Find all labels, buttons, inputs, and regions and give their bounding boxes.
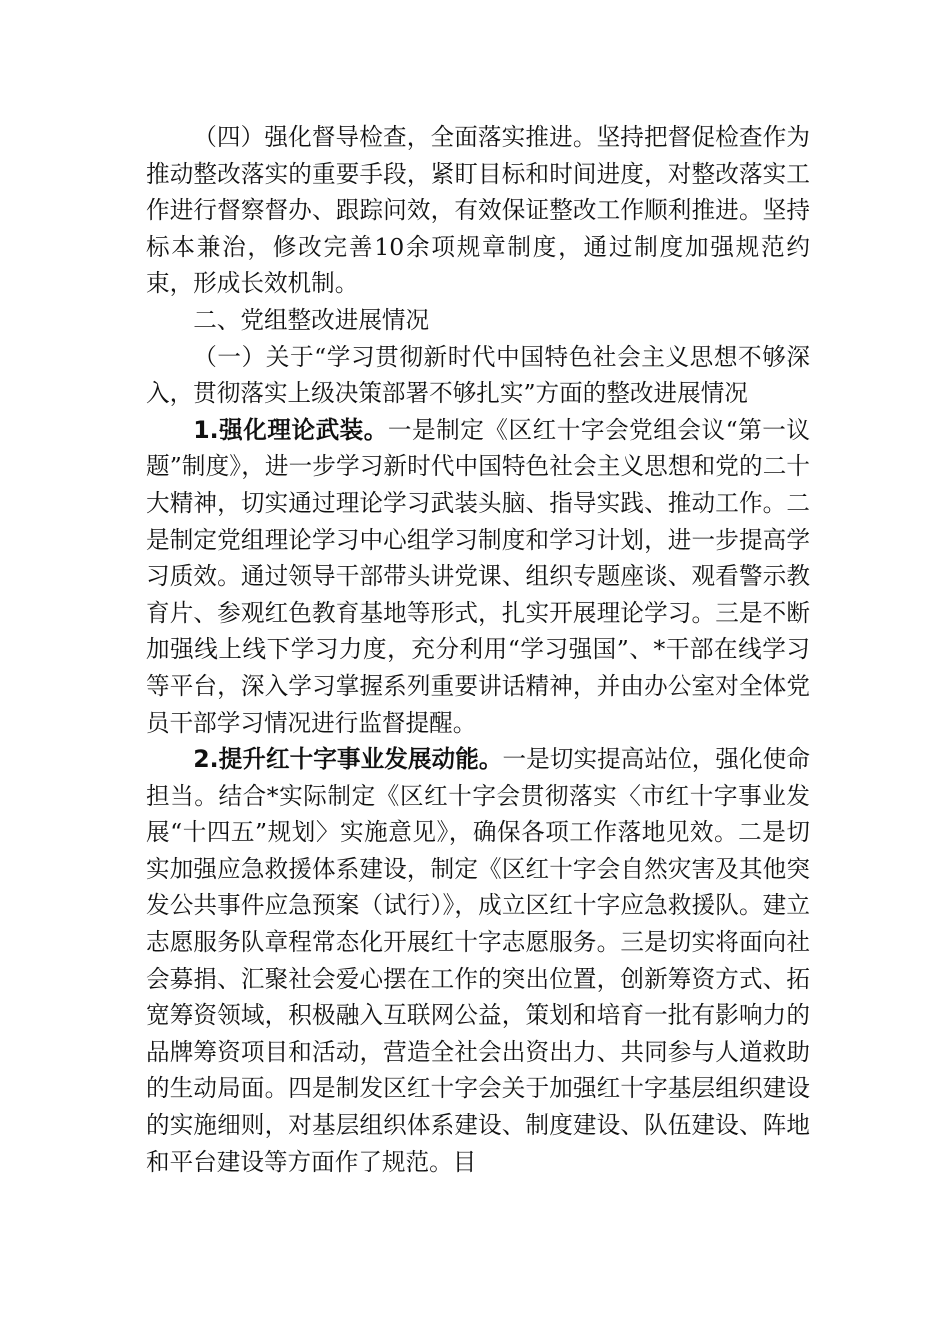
- item-2-lead: 2.提升红十字事业发展动能。: [193, 745, 503, 774]
- item-1-paragraph: [146, 412, 810, 741]
- paragraph-4: [146, 119, 810, 302]
- section-2-heading: 二、党组整改进展情况: [193, 305, 430, 334]
- item-2-paragraph: [146, 741, 810, 1180]
- paragraph-4-lead: （四）强化督导检查，全面落实推进。: [193, 123, 597, 151]
- item-1-body: 一是制定《区红十字会党组会议“第一议题”制度》，进一步学习新时代中国特色社会主义思想和党的二十大精神，切实通过理论学习武装头脑、指导实践、推动工作。二是制定党组理论学习中心组学习制度和学习计划，进一步提高学习质效。通过领导干部带头讲党课、组织专题座谈、观看警示教育片、参观红色教育基地等形式，扎实开展理论学习。三是不断加强线上线下学习力度，充分利用“学习强国”、*干部在线学习等平台，深入学习掌握系列重要讲话精神，并由办公室对全体党员干部学习情况进行监督提醒。: [146, 415, 810, 737]
- subsection-1-heading: （一）关于“学习贯彻新时代中国特色社会主义思想不够深入，贯彻落实上级决策部署不够扎实”方面的整改进展情况: [146, 342, 810, 408]
- paragraph-4-body: 坚持把督促检查作为推动整改落实的重要手段，紧盯目标和时间进度，对整改落实工作进行督察督办、跟踪问效，有效保证整改工作顺利推进。坚持标本兼治，修改完善10余项规章制度，通过制度加强规范约束，形成长效机制。: [146, 123, 811, 298]
- document-body: [146, 119, 810, 1180]
- item-1-lead: 1.强化理论武装。: [193, 415, 388, 444]
- item-2-body: 一是切实提高站位，强化使命担当。结合*实际制定《区红十字会贯彻落实〈市红十字事业发展“十四五”规划〉实施意见》，确保各项工作落地见效。二是切实加强应急救援体系建设，制定《区红十字会自然灾害及其他突发公共事件应急预案（试行）》，成立区红十字应急救援队。建立志愿服务队章程常态化开展红十字志愿服务。三是切实将面向社会募捐、汇聚社会爱心摆在工作的突出位置，创新筹资方式、拓宽筹资领域，积极融入互联网公益，策划和培育一批有影响力的品牌筹资项目和活动，营造全社会出资出力、共同参与人道救助的生动局面。四是制发区红十字会关于加强红十字基层组织建设的实施细则，对基层组织体系建设、制度建设、队伍建设、阵地和平台建设等方面作了规范。目: [146, 745, 810, 1176]
